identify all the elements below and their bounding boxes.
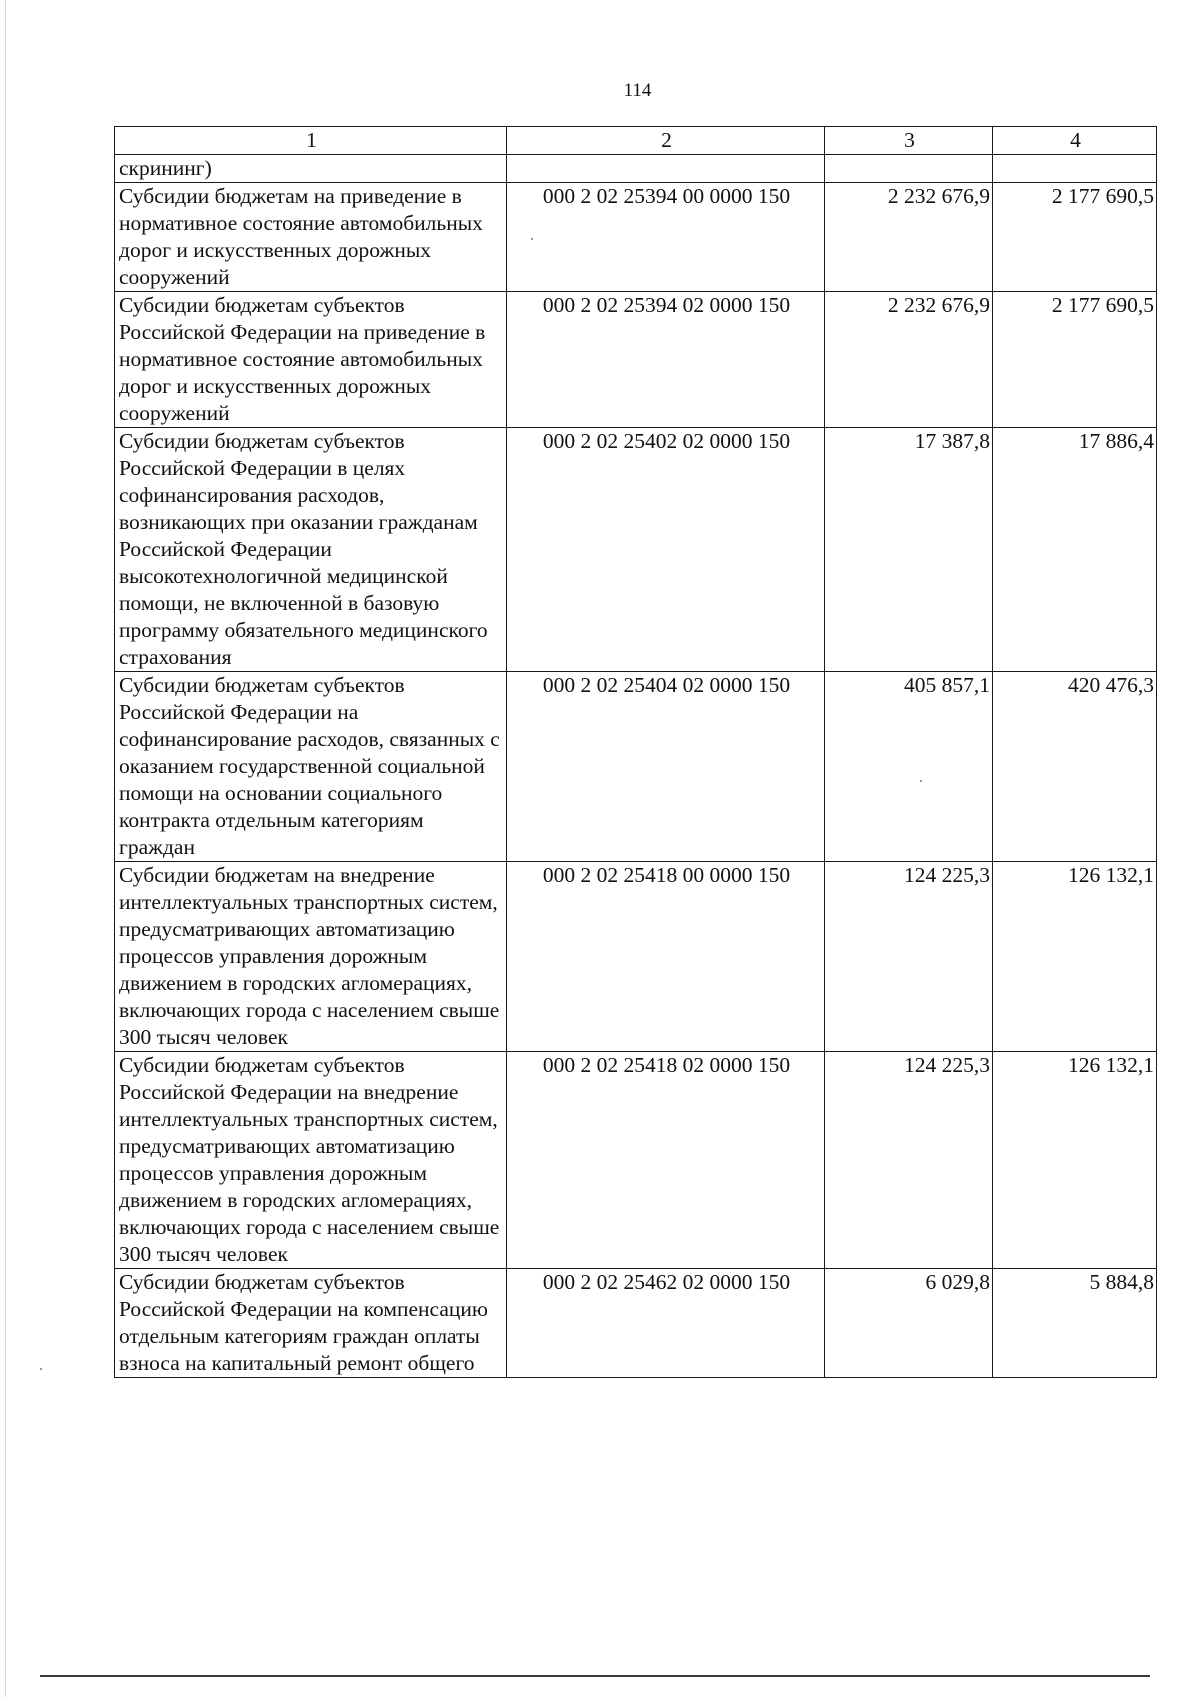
- table-row: [115, 1052, 1157, 1269]
- table-row: [115, 183, 1157, 292]
- row-code: 000 2 02 25394 02 0000 150: [507, 292, 825, 428]
- table-row: [115, 155, 1157, 183]
- table-row: [115, 862, 1157, 1052]
- row-value-col3: 124 225,3: [825, 862, 993, 1052]
- row-name: Субсидии бюджетам субъектов Российской Федерации на приведение в нормативное состояние автомобильных дорог и искусственных дорожных сооружений: [115, 292, 507, 428]
- row-code: 000 2 02 25462 02 0000 150: [507, 1269, 825, 1378]
- table-row: [115, 428, 1157, 672]
- page-number: 114: [623, 80, 652, 101]
- row-name: Субсидии бюджетам на приведение в нормативное состояние автомобильных дорог и искусственных дорожных сооружений: [115, 183, 507, 292]
- row-name: Субсидии бюджетам субъектов Российской Федерации в целях софинансирования расходов, возникающих при оказании гражданам Российской Федерации высокотехнологичной медицинской помощи, не включенной в базовую программу обязательного медицинского страхования: [115, 428, 507, 672]
- row-code: 000 2 02 25402 02 0000 150: [507, 428, 825, 672]
- row-value-col4: 126 132,1: [993, 1052, 1157, 1269]
- row-value-col4: [993, 155, 1157, 183]
- row-value-col4: 126 132,1: [993, 862, 1157, 1052]
- row-code: 000 2 02 25404 02 0000 150: [507, 672, 825, 862]
- scan-left-edge: [5, 0, 6, 1697]
- row-value-col4: 5 884,8: [993, 1269, 1157, 1378]
- row-value-col3: 124 225,3: [825, 1052, 993, 1269]
- budget-table: [114, 126, 1157, 1378]
- row-value-col3: [825, 155, 993, 183]
- row-value-col3: 2 232 676,9: [825, 183, 993, 292]
- table-row: [115, 292, 1157, 428]
- row-value-col4: 2 177 690,5: [993, 183, 1157, 292]
- row-value-col3: 6 029,8: [825, 1269, 993, 1378]
- row-code: [507, 155, 825, 183]
- column-header-2: 2: [507, 127, 825, 155]
- row-code: 000 2 02 25418 00 0000 150: [507, 862, 825, 1052]
- row-code: 000 2 02 25418 02 0000 150: [507, 1052, 825, 1269]
- table-row: [115, 1269, 1157, 1378]
- table-header-row: [115, 127, 1157, 155]
- scan-speck: [920, 780, 922, 782]
- column-header-3: 3: [825, 127, 993, 155]
- row-code: 000 2 02 25394 00 0000 150: [507, 183, 825, 292]
- row-value-col3: 17 387,8: [825, 428, 993, 672]
- row-value-col4: 2 177 690,5: [993, 292, 1157, 428]
- row-name: скрининг): [115, 155, 507, 183]
- table-row: [115, 672, 1157, 862]
- row-value-col4: 420 476,3: [993, 672, 1157, 862]
- scan-speck: [40, 1368, 42, 1370]
- row-name: Субсидии бюджетам субъектов Российской Федерации на софинансирование расходов, связанных с оказанием государственной социальной помощи на основании социального контракта отдельным категориям граждан: [115, 672, 507, 862]
- column-header-4: 4: [993, 127, 1157, 155]
- scan-bottom-edge: [40, 1675, 1150, 1677]
- row-name: Субсидии бюджетам на внедрение интеллектуальных транспортных систем, предусматривающих автоматизацию процессов управления дорожным движением в городских агломерациях, включающих города с населением свыше 300 тысяч человек: [115, 862, 507, 1052]
- row-value-col3: 405 857,1: [825, 672, 993, 862]
- row-name: Субсидии бюджетам субъектов Российской Федерации на внедрение интеллектуальных транспортных систем, предусматривающих автоматизацию процессов управления дорожным движением в городских агломерациях, включающих города с населением свыше 300 тысяч человек: [115, 1052, 507, 1269]
- row-value-col3: 2 232 676,9: [825, 292, 993, 428]
- column-header-1: 1: [115, 127, 507, 155]
- row-name: Субсидии бюджетам субъектов Российской Федерации на компенсацию отдельным категориям граждан оплаты взноса на капитальный ремонт общего: [115, 1269, 507, 1378]
- scan-speck: [531, 238, 533, 240]
- row-value-col4: 17 886,4: [993, 428, 1157, 672]
